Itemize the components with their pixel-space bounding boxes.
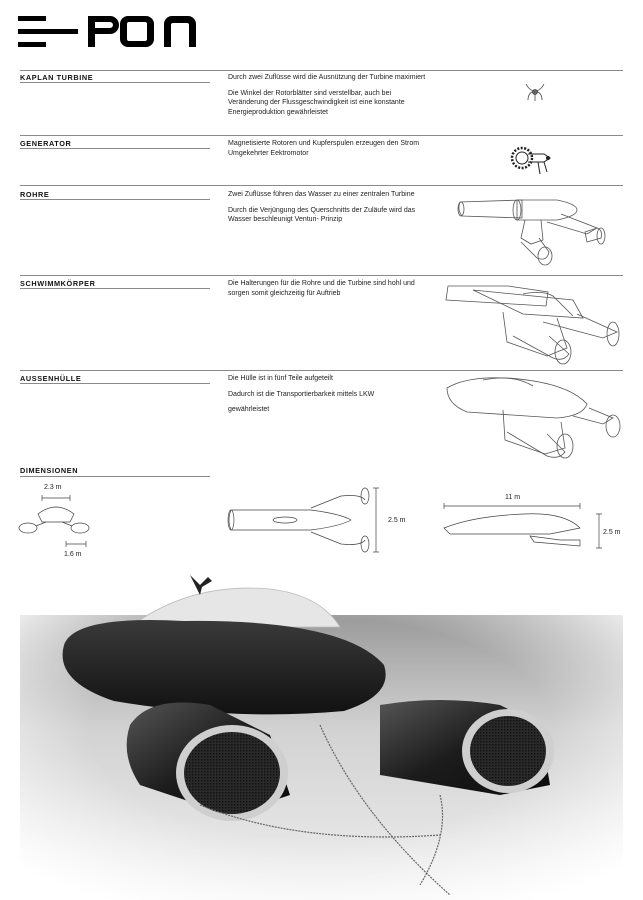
section-title-rohre: ROHRE <box>20 190 50 199</box>
float-body-icon <box>443 282 623 367</box>
dimension-front-depth: 1.6 m <box>64 551 82 558</box>
paragraph: gewährleistet <box>228 406 270 414</box>
paragraph: Durch zwei Zuflüsse wird die Ausnützung der Turbine maximiert <box>228 74 426 81</box>
dimension-side-length: 11 m <box>505 494 521 501</box>
dimension-side-height: 2.5 m <box>603 529 621 536</box>
kaplan-turbine-icon <box>522 82 548 102</box>
front-view-icon <box>16 492 92 548</box>
paragraph: Magnetisierte Rotoren und Kupferspulen erzeugen den Strom <box>228 140 420 147</box>
section-title-generator: GENERATOR <box>20 139 72 148</box>
section-title-aussenhuelle: AUSSENHÜLLE <box>20 374 82 383</box>
paragraph: Die Winkel der Rotorblätter sind verstellbar, auch bei Veränderung der Flussgeschwindigkeit ist eine konstante Energieproduktion gewährleistet <box>228 89 405 116</box>
dimension-top-height: 2.5 m <box>388 517 406 524</box>
top-view-icon <box>225 486 385 556</box>
paragraph: Zwei Zuflüsse führen das Wasser zu einer zentralen Turbine <box>228 191 415 198</box>
paragraph: Umgekehrter Eektromotor <box>228 149 309 157</box>
paragraph: Dadurch ist die Transportierbarkeit mittels LKW <box>228 390 375 398</box>
pipes-icon <box>455 192 615 272</box>
section-text-generator <box>228 139 428 164</box>
generator-icon <box>508 144 558 178</box>
section-title-schwimmkoerper: SCHWIMMKÖRPER <box>20 279 96 288</box>
section-title-dimensionen: DIMENSIONEN <box>20 466 79 475</box>
dimension-front-width: 2.3 m <box>44 484 62 491</box>
brand-logo <box>18 14 210 50</box>
section-title-kaplan: KAPLAN TURBINE <box>20 73 94 82</box>
paragraph: Durch die Verjüngung des Querschnitts der Zuläufe wird das Wasser beschleunigt Venturi- Prinzip <box>228 206 416 224</box>
side-view-icon <box>440 500 610 550</box>
paragraph: Die Halterungen für die Rohre und die Turbine sind hohl und sorgen somit gleichzeitig für Auftrieb <box>228 280 415 297</box>
paragraph: Die Hülle ist in fünf Teile aufgeteilt <box>228 375 333 382</box>
section-text-rohre <box>228 190 428 231</box>
section-text-aussenhuelle <box>228 374 428 421</box>
outer-shell-icon <box>443 376 625 464</box>
turbine-underwater-render-icon <box>0 555 643 900</box>
section-text-kaplan <box>228 73 428 123</box>
section-text-schwimmkoerper <box>228 279 428 304</box>
